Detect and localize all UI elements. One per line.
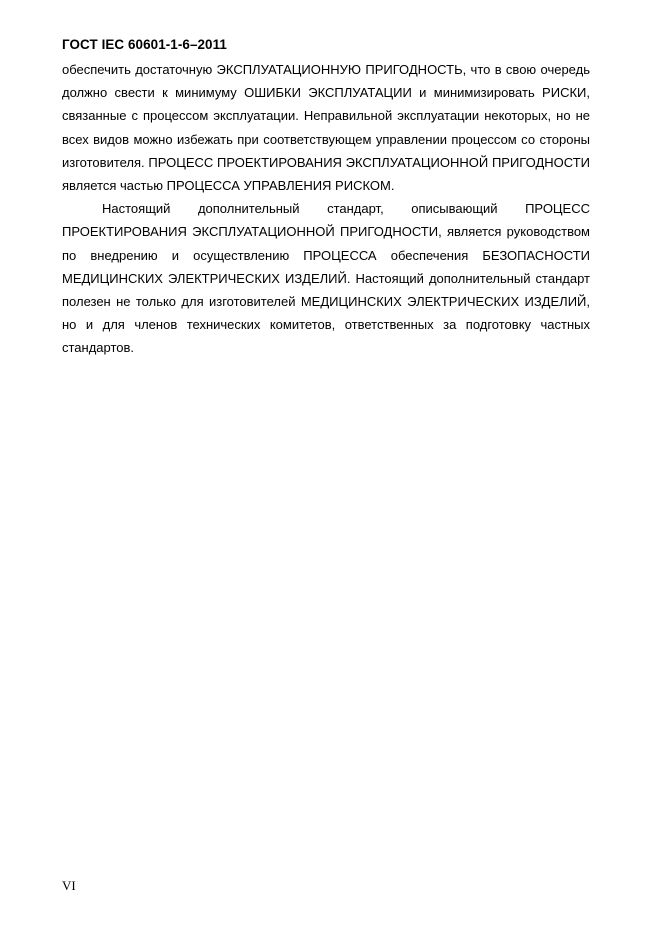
document-body — [62, 58, 590, 360]
paragraph-standard-description: Настоящий дополнительный стандарт, описывающий ПРОЦЕСС ПРОЕКТИРОВАНИЯ ЭКСПЛУАТАЦИОННОЙ ПРИГОДНОСТИ, является руководством по внедрению и осуществлению ПРОЦЕССА обеспечения БЕЗОПАСНОСТИ МЕДИЦИНСКИХ ЭЛЕКТРИЧЕСКИХ ИЗДЕЛИЙ. Настоящий дополнительный стандарт полезен не только для изготовителей МЕДИЦИНСКИХ ЭЛЕКТРИЧЕСКИХ ИЗДЕЛИЙ, но и для членов технических комитетов, ответственных за подготовку частных стандартов. — [62, 201, 590, 356]
page-number: VI — [62, 878, 76, 893]
paragraph-continuation: обеспечить достаточную ЭКСПЛУАТАЦИОННУЮ ПРИГОДНОСТЬ, что в свою очередь должно свести к минимуму ОШИБКИ ЭКСПЛУАТАЦИИ и минимизировать РИСКИ, связанные с процессом эксплуатации. Неправильной эксплуатации некоторых, но не всех видов можно избежать при соответствующем управлении процессом со стороны изготовителя. ПРОЦЕСС ПРОЕКТИРОВАНИЯ ЭКСПЛУАТАЦИОННОЙ ПРИГОДНОСТИ является частью ПРОЦЕССА УПРАВЛЕНИЯ РИСКОМ. — [62, 62, 590, 194]
document-header: ГОСТ IEC 60601-1-6–2011 — [62, 37, 227, 52]
